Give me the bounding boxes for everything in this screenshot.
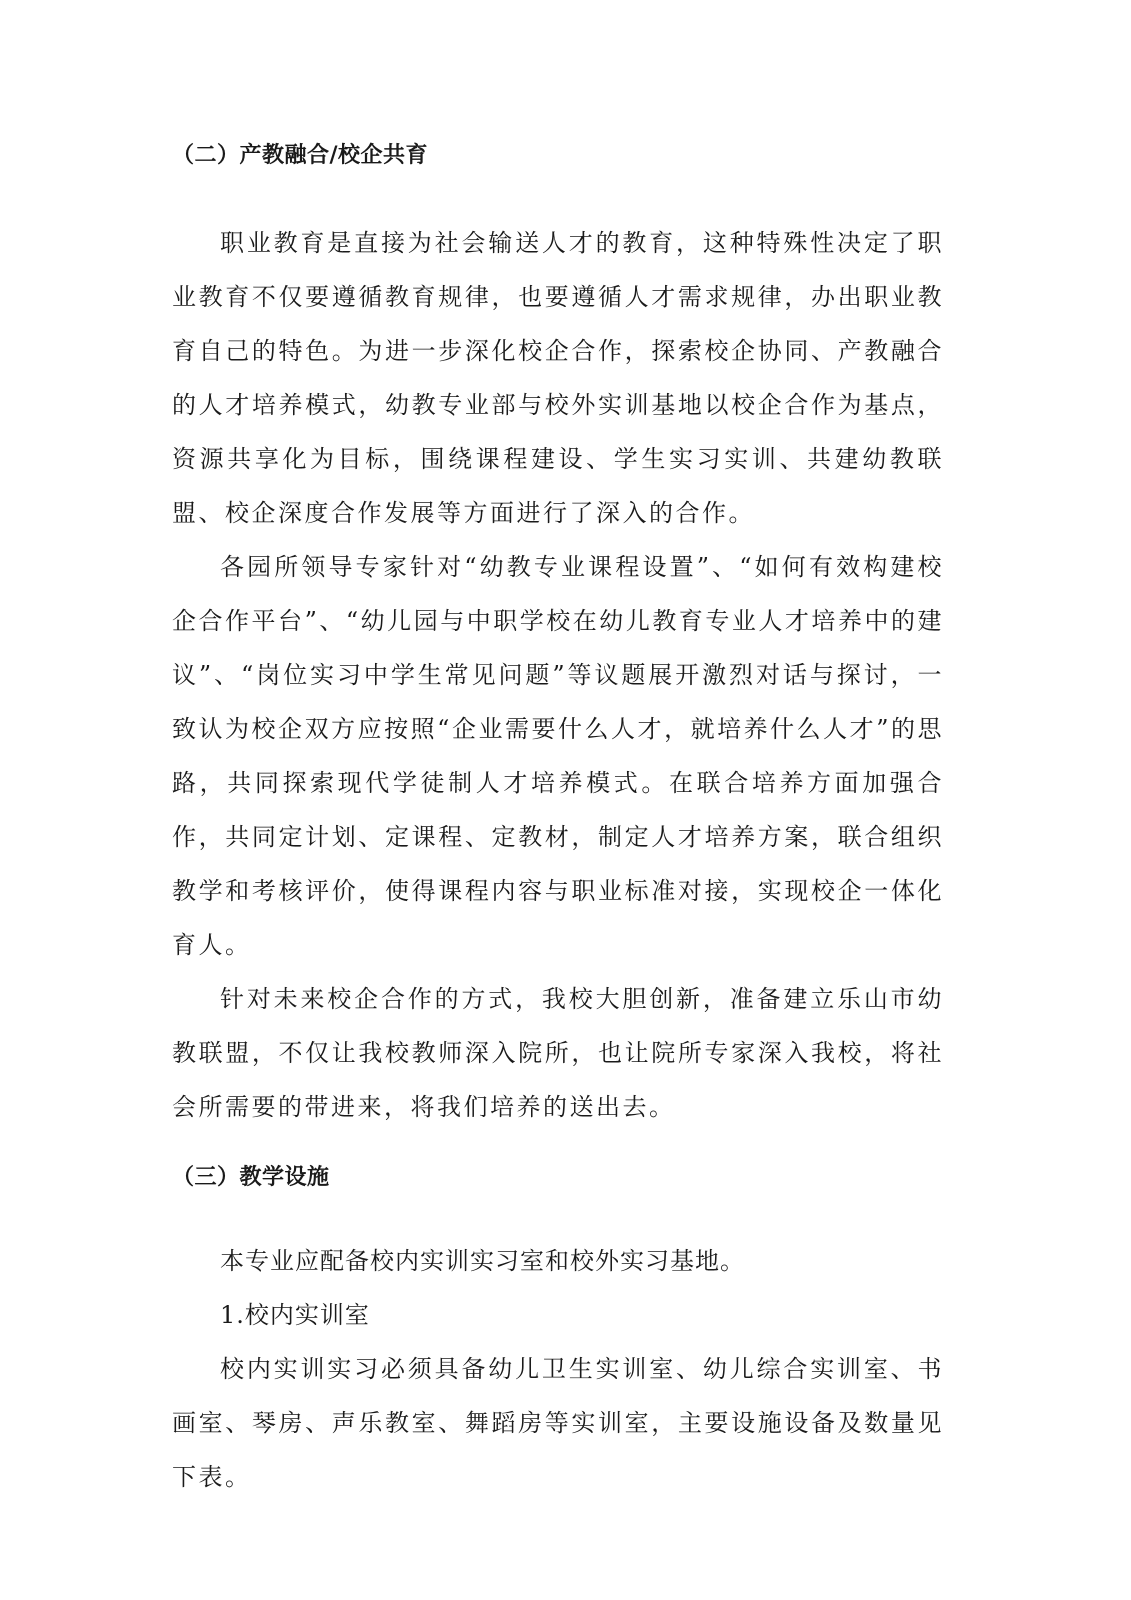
paragraph-facilities-intro: 本专业应配备校内实训实习室和校外实习基地。 <box>220 1247 745 1275</box>
section-heading-industry-education: （二）产教融合/校企共育 <box>172 143 429 168</box>
paragraph-vocational-education: 职业教育是直接为社会输送人才的教育，这种特殊性决定了职业教育不仅要遵循教育规律，也要遵循人才需求规律，办出职业教育自己的特色。为进一步深化校企合作，探索校企协同、产教融合的人才培养模式，幼教专业部与校外实训基地以校企合作为基点，资源共享化为目标，围绕课程建设、学生实习实训、共建幼教联盟、校企深度合作发展等方面进行了深入的合作。 <box>172 229 944 527</box>
sub-heading-on-campus-training-rooms: 1.校内实训室 <box>220 1301 370 1329</box>
paragraph-future-cooperation: 针对未来校企合作的方式，我校大胆创新，准备建立乐山市幼教联盟，不仅让我校教师深入院所，也让院所专家深入我校，将社会所需要的带进来，将我们培养的送出去。 <box>172 985 944 1121</box>
page-content <box>172 140 944 1504</box>
section-heading-teaching-facilities: （三）教学设施 <box>172 1165 330 1190</box>
paragraph-expert-discussion: 各园所领导专家针对“幼教专业课程设置”、“如何有效构建校企合作平台”、“幼儿园与中职学校在幼儿教育专业人才培养中的建议”、“岗位实习中学生常见问题”等议题展开激烈对话与探讨，一致认为校企双方应按照“企业需要什么人才，就培养什么人才”的思路，共同探索现代学徒制人才培养模式。在联合培养方面加强合作，共同定计划、定课程、定教材，制定人才培养方案，联合组织教学和考核评价，使得课程内容与职业标准对接，实现校企一体化育人。 <box>172 553 944 959</box>
paragraph-training-rooms: 校内实训实习必须具备幼儿卫生实训室、幼儿综合实训室、书画室、琴房、声乐教室、舞蹈房等实训室，主要设施设备及数量见下表。 <box>172 1355 944 1491</box>
